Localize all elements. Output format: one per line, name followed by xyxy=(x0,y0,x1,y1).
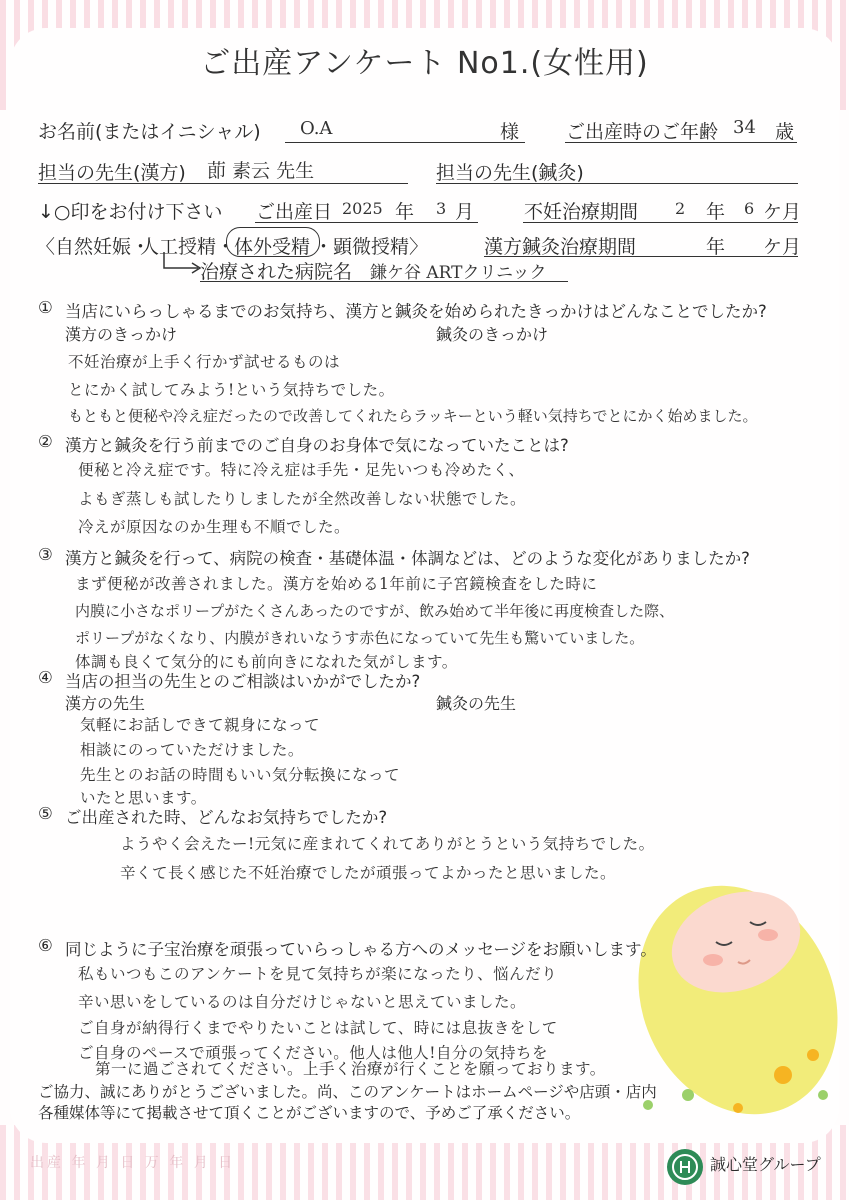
question-5-text: ご出産された時、どんなお気持ちでしたか? xyxy=(65,808,388,827)
age-unit: 歳 xyxy=(775,121,795,143)
infertility-label: 不妊治療期間 xyxy=(524,201,639,223)
kampo-period-month-unit: ケ月 xyxy=(763,236,802,258)
question-1-number: ① xyxy=(38,298,53,317)
page-title: ご出産アンケート No1.(女性用) xyxy=(200,46,649,81)
answer-4-line-3: 先生とのお話の時間もいい気分転換になって xyxy=(80,766,401,784)
question-1-text: 当店にいらっしゃるまでのお気持ち、漢方と鍼灸を始められたきっかけはどんなことでしたか? xyxy=(65,302,767,321)
kampo-period-underline xyxy=(484,256,798,257)
answer-5-line-2: 辛くて長く感じた不妊治療でしたが頑張ってよかったと思いました。 xyxy=(120,864,617,882)
answer-3-line-4: 体調も良くて気分的にも前向きになれた気がします。 xyxy=(75,653,458,671)
infertility-months-value[interactable]: 6 xyxy=(744,199,755,218)
thanks-line-1: ご協力、誠にありがとうございました。尚、このアンケートはホームページや店頭・店内 xyxy=(38,1083,657,1101)
birth-date-label: ご出産日 xyxy=(256,201,333,223)
thanks-line-2: 各種媒体等にて掲載させて頂くことがございますので、予めご了承ください。 xyxy=(38,1104,581,1122)
pregnancy-type-artificial[interactable]: 人工授精・ xyxy=(140,236,236,258)
question-4-sub-left: 漢方の先生 xyxy=(65,694,146,713)
kampo-teacher-underline xyxy=(38,183,408,184)
faint-watermark-text: 出産 年 月 日 万 年 月 日 xyxy=(30,1155,236,1171)
answer-4-line-2: 相談にのっていただけました。 xyxy=(80,741,304,759)
hospital-value[interactable]: 鎌ケ谷 ARTクリニック xyxy=(370,263,547,283)
answer-6-line-3: ご自身が納得行くまでやりたいことは試して、時には息抜きをして xyxy=(78,1019,558,1037)
answer-6-line-5: 第一に過ごされてください。上手く治療が行くことを願っております。 xyxy=(95,1060,606,1078)
brand-logo-icon xyxy=(665,1147,705,1187)
question-3-number: ③ xyxy=(38,545,53,564)
question-3-text: 漢方と鍼灸を行って、病院の検査・基礎体温・体調などは、どのような変化がありましたか? xyxy=(65,549,750,568)
mark-instruction: ↓○印をお付け下さい xyxy=(38,201,223,223)
name-value[interactable]: O.A xyxy=(300,118,333,139)
answer-3-line-2: 内膜に小さなポリープがたくさんあったのですが、飲み始めて半年後に再度検査した際、 xyxy=(75,602,675,620)
honorific: 様 xyxy=(500,121,520,143)
question-1-sub-right: 鍼灸のきっかけ xyxy=(436,325,549,344)
infertility-month-unit: ケ月 xyxy=(763,201,802,223)
pregnancy-type-ivf[interactable]: 体外受精 xyxy=(234,236,311,258)
question-1-sub-left: 漢方のきっかけ xyxy=(65,325,178,344)
birth-year-unit: 年 xyxy=(395,201,415,223)
answer-6-line-1: 私もいつもこのアンケートを見て気持ちが楽になったり、悩んだり xyxy=(78,965,558,983)
pregnancy-type-icsi[interactable]: ・顕微授精〉 xyxy=(314,236,429,258)
answer-3-line-1: まず便秘が改善されました。漢方を始める1年前に子宮鏡検査をした時に xyxy=(75,575,598,593)
question-6-number: ⑥ xyxy=(38,936,53,955)
question-4-number: ④ xyxy=(38,668,53,687)
infertility-year-unit: 年 xyxy=(706,201,726,223)
age-value[interactable]: 34 xyxy=(733,117,756,138)
answer-2-line-1: 便秘と冷え症です。特に冷え症は手先・足先いつも冷めたく、 xyxy=(78,461,525,479)
age-underline xyxy=(565,142,797,143)
answer-4-line-1: 気軽にお話しできて親身になって xyxy=(80,716,321,734)
answer-2-line-2: よもぎ蒸しも試したりしましたが全然改善しない状態でした。 xyxy=(78,490,527,508)
question-2-text: 漢方と鍼灸を行う前までのご自身のお身体で気になっていたことは? xyxy=(65,436,569,455)
infertility-years-value[interactable]: 2 xyxy=(675,199,686,218)
birth-month-unit: 月 xyxy=(455,201,475,223)
acu-teacher-label: 担当の先生(鍼灸) xyxy=(436,162,584,184)
birth-date-underline xyxy=(255,222,478,223)
question-4-sub-right: 鍼灸の先生 xyxy=(436,694,517,713)
answer-5-line-1: ようやく会えたー!元気に産まれてくれてありがとうという気持ちでした。 xyxy=(120,835,655,853)
infertility-underline xyxy=(523,222,798,223)
kampo-period-label: 漢方鍼灸治療期間 xyxy=(484,236,637,258)
answer-1-line-3: もともと便秘や冷え症だったので改善してくれたらラッキーという軽い気持ちでとにかく始めました。 xyxy=(68,407,758,425)
brand-name: 誠心堂グループ xyxy=(710,1155,821,1174)
name-label: お名前(またはイニシャル) xyxy=(38,121,261,143)
kampo-teacher-label: 担当の先生(漢方) xyxy=(38,162,186,184)
answer-4-line-4: いたと思います。 xyxy=(80,789,207,807)
acu-teacher-underline xyxy=(436,183,798,184)
question-6-text: 同じように子宝治療を頑張っていらっしゃる方へのメッセージをお願いします。 xyxy=(65,940,657,959)
answer-1-line-1: 不妊治療が上手く行かず試せるものは xyxy=(68,353,341,371)
question-4-text: 当店の担当の先生とのご相談はいかがでしたか? xyxy=(65,672,421,691)
kampo-period-year-unit: 年 xyxy=(706,236,726,258)
question-5-number: ⑤ xyxy=(38,804,53,823)
answer-6-line-2: 辛い思いをしているのは自分だけじゃないと思えていました。 xyxy=(78,993,527,1011)
kampo-teacher-value[interactable]: 莭 素云 先生 xyxy=(207,160,315,182)
name-underline xyxy=(285,142,525,143)
answer-3-line-3: ポリープがなくなり、内膜がきれいなうす赤色になっていて先生も驚いていました。 xyxy=(75,629,645,647)
question-2-number: ② xyxy=(38,432,53,451)
answer-6-line-4: ご自身のペースで頑張ってください。他人は他人!自分の気持ちを xyxy=(78,1044,548,1062)
answer-2-line-3: 冷えが原因なのか生理も不順でした。 xyxy=(78,518,351,536)
hospital-label: 治療された病院名 xyxy=(200,261,353,283)
answer-1-line-2: とにかく試してみよう!という気持ちでした。 xyxy=(68,381,395,399)
birth-year-value[interactable]: 2025 xyxy=(342,199,383,218)
age-label: ご出産時のご年齢 xyxy=(566,121,719,143)
pregnancy-type-natural[interactable]: 〈自然妊娠・ xyxy=(36,236,151,258)
hospital-underline xyxy=(200,281,568,282)
birth-month-value[interactable]: 3 xyxy=(436,199,447,218)
bent-arrow-icon xyxy=(158,252,206,278)
